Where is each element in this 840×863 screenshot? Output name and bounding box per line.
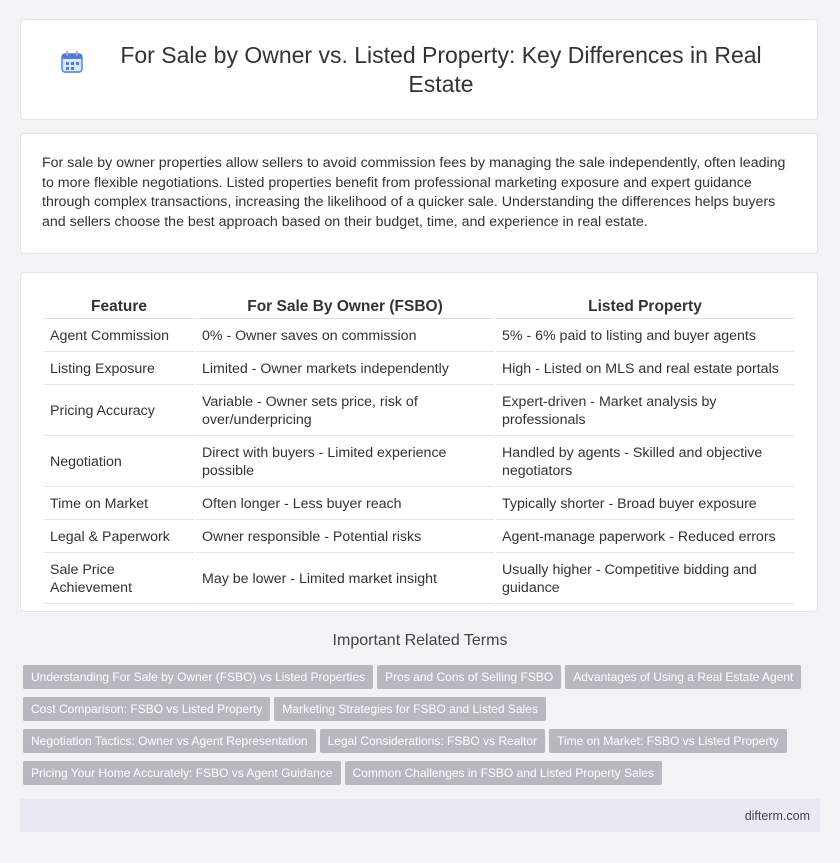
- related-term-tag[interactable]: Cost Comparison: FSBO vs Listed Property: [23, 697, 270, 721]
- table-row: [44, 387, 794, 436]
- row-feature: Sale Price Achievement: [44, 555, 194, 604]
- row-fsbo: Owner responsible - Potential risks: [196, 522, 494, 553]
- related-term-tag[interactable]: Negotiation Tactics: Owner vs Agent Representation: [23, 729, 316, 753]
- intro-paragraph: For sale by owner properties allow sellers to avoid commission fees by managing the sale independently, often leading to more flexible negotiations. Listed properties benefit from professional marketing exposure and expert guidance through complex transactions, increasing the likelihood of a quicker sale. Understanding the differences helps buyers and sellers choose the best approach based on their budget, time, and experience in real estate.: [42, 155, 786, 230]
- row-listed: Agent-manage paperwork - Reduced errors: [496, 522, 794, 553]
- row-feature: Negotiation: [44, 438, 194, 487]
- table-row: [44, 522, 794, 553]
- row-fsbo: Direct with buyers - Limited experience possible: [196, 438, 494, 487]
- row-listed: High - Listed on MLS and real estate portals: [496, 354, 794, 385]
- row-feature: Time on Market: [44, 489, 194, 520]
- row-listed: Expert-driven - Market analysis by professionals: [496, 387, 794, 436]
- row-fsbo: Variable - Owner sets price, risk of over/underpricing: [196, 387, 494, 436]
- row-listed: Handled by agents - Skilled and objective negotiators: [496, 438, 794, 487]
- row-listed: 5% - 6% paid to listing and buyer agents: [496, 321, 794, 352]
- table-row: [44, 489, 794, 520]
- row-feature: Legal & Paperwork: [44, 522, 194, 553]
- row-listed: Typically shorter - Broad buyer exposure: [496, 489, 794, 520]
- comparison-card: [20, 272, 818, 612]
- footer-site-link[interactable]: difterm.com: [744, 808, 810, 823]
- table-row: [44, 354, 794, 385]
- row-fsbo: Limited - Owner markets independently: [196, 354, 494, 385]
- related-term-tag[interactable]: Marketing Strategies for FSBO and Listed Sales: [274, 697, 545, 721]
- related-terms-tags: [23, 665, 823, 793]
- table-row: [44, 555, 794, 604]
- header-listed: Listed Property: [496, 295, 794, 319]
- related-term-tag[interactable]: Understanding For Sale by Owner (FSBO) vs Listed Properties: [23, 665, 373, 689]
- header-feature: Feature: [44, 295, 194, 319]
- footer: [20, 799, 820, 832]
- title-card: [20, 19, 818, 120]
- calendar-icon: [59, 49, 85, 75]
- related-term-tag[interactable]: Pros and Cons of Selling FSBO: [377, 665, 561, 689]
- row-fsbo: May be lower - Limited market insight: [196, 555, 494, 604]
- related-term-tag[interactable]: Legal Considerations: FSBO vs Realtor: [320, 729, 545, 753]
- title-wrap: [59, 41, 779, 99]
- row-listed: Usually higher - Competitive bidding and guidance: [496, 555, 794, 604]
- related-term-tag[interactable]: Pricing Your Home Accurately: FSBO vs Agent Guidance: [23, 761, 341, 785]
- intro-card: [20, 133, 818, 254]
- related-terms-title: Important Related Terms: [332, 632, 508, 649]
- related-term-tag[interactable]: Common Challenges in FSBO and Listed Property Sales: [345, 761, 662, 785]
- row-fsbo: Often longer - Less buyer reach: [196, 489, 494, 520]
- related-term-tag[interactable]: Advantages of Using a Real Estate Agent: [565, 665, 801, 689]
- row-feature: Listing Exposure: [44, 354, 194, 385]
- header-fsbo: For Sale By Owner (FSBO): [196, 295, 494, 319]
- comparison-table: [42, 293, 796, 606]
- related-term-tag[interactable]: Time on Market: FSBO vs Listed Property: [549, 729, 787, 753]
- table-row: [44, 321, 794, 352]
- row-feature: Agent Commission: [44, 321, 194, 352]
- row-fsbo: 0% - Owner saves on commission: [196, 321, 494, 352]
- row-feature: Pricing Accuracy: [44, 387, 194, 436]
- page-title: For Sale by Owner vs. Listed Property: Key Differences in Real Estate: [120, 41, 762, 97]
- table-row: [44, 438, 794, 487]
- table-header-row: [44, 295, 794, 319]
